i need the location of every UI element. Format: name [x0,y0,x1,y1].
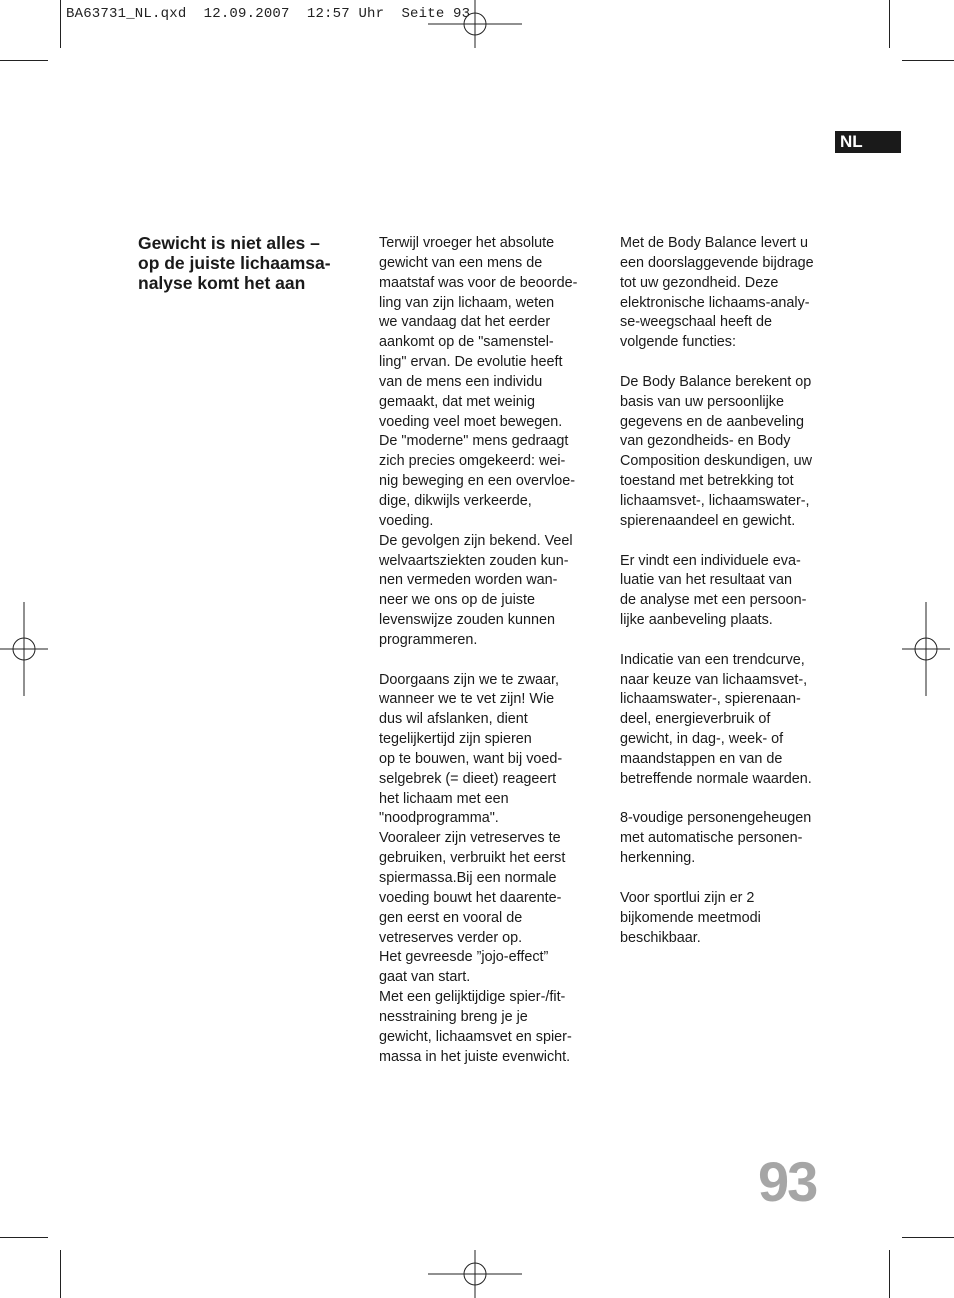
text-line: programmeren. [379,631,478,648]
text-line: Het gevreesde ”jojo-effect” [379,949,549,966]
registration-mark-bottom [428,1250,522,1298]
text-line: een doorslaggevende bijdrage [620,254,814,271]
text-line: naar keuze van lichaamsvet-, [620,671,808,688]
text-line: gewicht, lichaamsvet en spier- [379,1028,572,1045]
text-line: gemaakt, dat met weinig [379,393,535,410]
text-line: volgende functies: [620,334,737,351]
section-heading [138,233,353,293]
text-line: De Body Balance berekent op [620,373,812,390]
text-line: toestand met betrekking tot [620,473,794,490]
text-line: maandstappen en van de [620,750,783,767]
registration-mark-left [0,602,48,696]
body-column-right [620,234,840,948]
text-line: zich precies omgekeerd: wei- [379,453,566,470]
text-line: dus wil afslanken, dient [379,711,528,728]
text-line: lijke aanbeveling plaats. [620,612,773,629]
text-line: gewicht, in dag-, week- of [620,731,784,748]
text-line [620,353,840,373]
text-line: nig beweging en een overvloe- [379,473,576,490]
text-line: de analyse met een persoon- [620,592,807,609]
text-line [620,790,840,810]
text-line [620,631,840,651]
text-line: nen vermeden worden wan- [379,572,558,589]
text-line [620,532,840,552]
text-line: 8-voudige personengeheugen [620,810,812,827]
text-line: dige, dikwijls verkeerde, [379,492,532,509]
text-line: De gevolgen zijn bekend. Veel [379,532,573,549]
text-line: beschikbaar. [620,929,701,946]
text-line: elektronische lichaams-analy- [620,294,810,311]
text-line: neer we ons op de juiste [379,592,535,609]
text-line: nesstraining breng je je [379,1008,528,1025]
text-line: we vandaag dat het eerder [379,314,551,331]
text-line: aankomt op de "samenstel- [379,334,554,351]
text-line: gewicht van een mens de [379,254,543,271]
text-line: spiermassa.Bij een normale [379,870,557,886]
text-line: wanneer we te vet zijn! Wie [379,691,555,708]
text-line: met automatische personen- [620,830,803,847]
text-line: vetreserves verder op. [379,929,523,946]
text-line: "noodprogramma". [379,810,499,827]
text-line: van de mens een individu [379,373,543,390]
text-line: gebruiken, verbruikt het eerst [379,850,566,867]
text-line: gen eerst en vooral de [379,909,523,926]
text-line: bijkomende meetmodi [620,909,761,926]
text-line: Met een gelijktijdige spier-/fit- [379,989,566,1006]
text-line: deel, energieverbruik of [620,711,771,728]
text-line: Terwijl vroeger het absolute [379,235,555,251]
text-line: luatie van het resultaat van [620,572,792,589]
text-line: maatstaf was voor de beoorde- [379,274,578,291]
text-line: Voor sportlui zijn er 2 [620,889,755,906]
text-line: Met de Body Balance levert u [620,235,808,251]
heading-line: Gewicht is niet alles – [138,233,320,253]
text-line: van gezondheids- en Body [620,433,791,450]
text-line: Er vindt een individuele eva- [620,552,801,569]
heading-line: op de juiste lichaamsa- [138,253,331,273]
text-line: ling van zijn lichaam, weten [379,294,555,311]
text-line: se-weegschaal heeft de [620,314,773,331]
text-line: Vooraleer zijn vetreserves te [379,830,561,847]
text-line: levenswijze zouden kunnen [379,612,556,629]
text-line: ling" ervan. De evolutie heeft [379,354,563,371]
text-line: voeding. [379,512,434,529]
print-slug: BA63731_NL.qxd 12.09.2007 12:57 Uhr Seite 93 [66,6,471,22]
text-line: Doorgaans zijn we te zwaar, [379,671,559,688]
body-column-left [379,234,599,1067]
text-line: Indicatie van een trendcurve, [620,651,805,668]
text-line: lichaamsvet-, lichaamswater-, [620,492,810,509]
text-line: tegelijkertijd zijn spieren [379,731,532,748]
text-line: spierenaandeel en gewicht. [620,512,796,529]
text-line: tot uw gezondheid. Deze [620,274,779,291]
registration-mark-top [428,0,522,48]
heading-line: nalyse komt het aan [138,273,306,293]
text-line: betreffende normale waarden. [620,770,812,787]
text-line: massa in het juiste evenwicht. [379,1048,571,1065]
text-line [379,651,599,671]
text-line: gaat van start. [379,969,471,986]
text-line: De "moderne" mens gedraagt [379,433,569,450]
registration-mark-right [902,602,950,696]
text-line: voeding bouwt het daarente- [379,889,562,906]
text-line: op te bouwen, want bij voed- [379,750,563,767]
text-line: gegevens en de aanbeveling [620,413,805,430]
text-line: selgebrek (= dieet) reageert [379,770,557,787]
text-line: basis van uw persoonlijke [620,393,784,410]
text-line: voeding veel moet bewegen. [379,413,563,430]
text-line: lichaamswater-, spierenaan- [620,691,801,708]
text-line: welvaartsziekten zouden kun- [379,552,569,569]
page-number: 93 [758,1150,817,1213]
text-line: het lichaam met een [379,790,509,807]
text-line: Composition deskundigen, uw [620,453,812,470]
text-line [620,869,840,889]
language-tab: NL [835,131,901,153]
text-line: herkenning. [620,850,696,867]
